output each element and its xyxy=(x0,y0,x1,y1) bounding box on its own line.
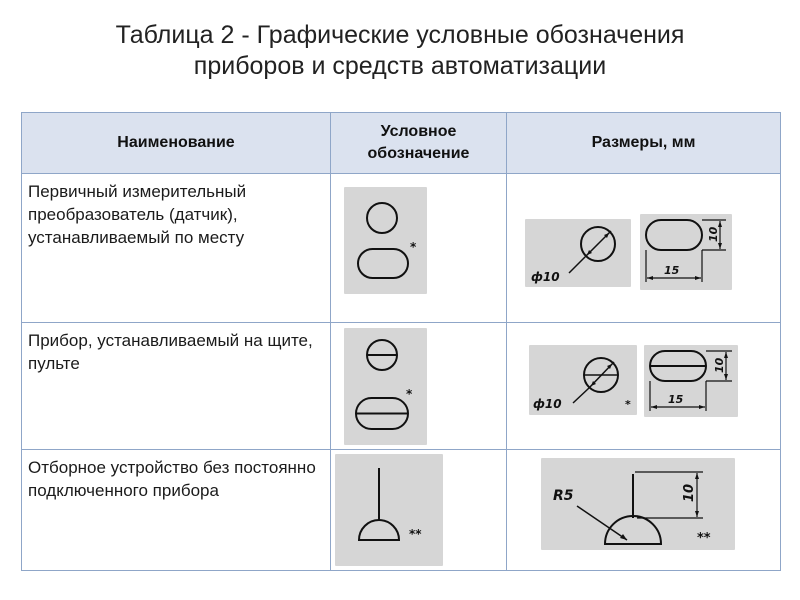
diameter-label: ф10 xyxy=(531,270,560,284)
row-name: Первичный измерительный преобразователь (датчик), устанавливаемый по месту xyxy=(28,182,247,247)
double-star-mark: ** xyxy=(697,531,711,546)
width-label: 15 xyxy=(664,264,680,277)
double-star-mark: ** xyxy=(409,527,422,541)
symbol-cell xyxy=(331,174,507,323)
table-header-row xyxy=(22,113,781,174)
row-name: Отборное устройство без постоянно подключенного прибора xyxy=(28,458,316,500)
page-title xyxy=(0,20,800,82)
symbols-table xyxy=(21,112,781,571)
table-row xyxy=(22,174,781,323)
name-cell xyxy=(22,174,331,323)
oval-dimension-drawing xyxy=(640,214,732,290)
symbol-cell xyxy=(331,450,507,571)
circle-diameter-drawing xyxy=(529,345,637,415)
name-cell xyxy=(22,450,331,571)
title-line-1: Таблица 2 - Графические условные обозначения xyxy=(115,21,685,49)
header-symbol-line-2: обозначение xyxy=(367,145,470,162)
name-cell xyxy=(22,323,331,450)
title-line-2: приборов и средств автоматизации xyxy=(193,52,607,80)
half-circle-dimension-drawing xyxy=(541,458,735,550)
header-sizes: Размеры, мм xyxy=(507,113,781,174)
width-label: 15 xyxy=(668,393,684,406)
height-label: 10 xyxy=(682,483,697,502)
star-mark: * xyxy=(410,240,417,254)
radius-label: R5 xyxy=(553,488,574,504)
sizes-cell xyxy=(507,450,781,571)
table-row xyxy=(22,450,781,571)
diameter-label: ф10 xyxy=(533,397,562,411)
height-label: 10 xyxy=(707,226,720,242)
header-symbol-line-1: Условное xyxy=(380,123,457,140)
height-label: 10 xyxy=(713,357,726,373)
oval-dimension-drawing xyxy=(644,345,738,417)
header-name: Наименование xyxy=(22,113,331,174)
row-name: Прибор, устанавливаемый на щите, пульте xyxy=(28,331,313,373)
circle-and-oval-symbol xyxy=(344,187,427,294)
sizes-cell xyxy=(507,323,781,450)
sizes-cell xyxy=(507,174,781,323)
circle-diameter-drawing xyxy=(525,219,631,287)
circle-and-oval-with-line-symbol xyxy=(344,328,427,445)
half-circle-on-stem-symbol xyxy=(335,454,443,566)
header-symbol xyxy=(331,113,507,174)
star-mark: * xyxy=(406,387,413,401)
symbol-cell xyxy=(331,323,507,450)
table-row xyxy=(22,323,781,450)
star-mark: * xyxy=(625,398,631,411)
